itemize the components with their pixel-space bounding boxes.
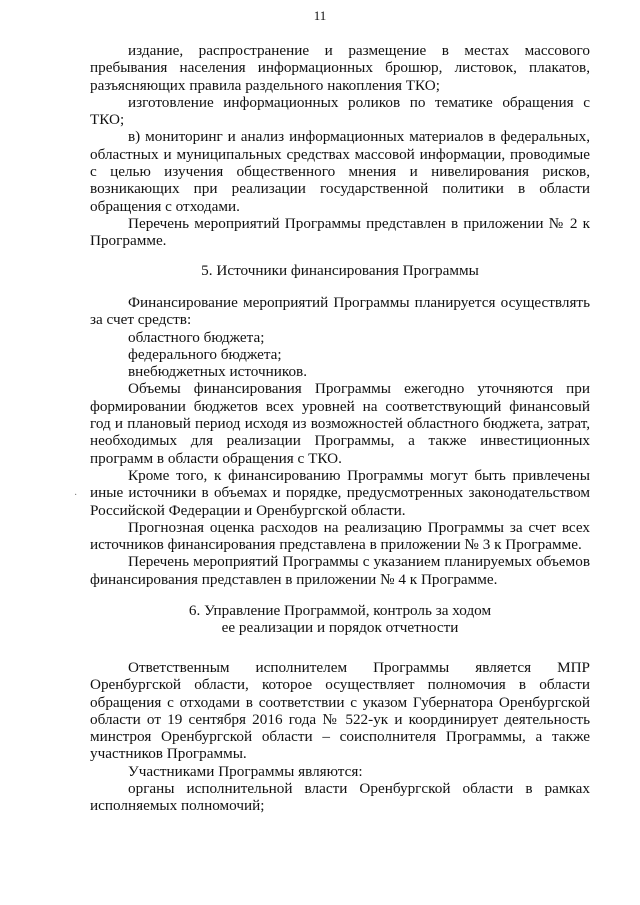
paragraph: Финансирование мероприятий Программы планируется осуществлять за счет средств: (90, 294, 590, 329)
margin-mark: · (74, 490, 78, 501)
section-6-heading-line-2: ее реализации и порядок отчетности (221, 619, 459, 637)
paragraph: Участниками Программы являются: (128, 762, 363, 780)
paragraph: в) мониторинг и анализ информационных материалов в федеральных, областных и муниципальных средствах массовой информации, проводимые с целью изучения общественного мнения и нивелирования рисков, возникающих при реализации государственной политики в области обращения с отходами. (90, 128, 590, 215)
section-6-body (90, 659, 590, 815)
page-number: 11 (313, 8, 327, 23)
section-6-heading (90, 602, 590, 637)
section-6-heading-line-1: 6. Управление Программой, контроль за ходом (188, 602, 492, 619)
paragraph: Кроме того, к финансированию Программы могут быть привлечены иные источники в объемах и порядке, предусмотренных законодательством Российской Федерации и Оренбургской области. (90, 466, 590, 519)
paragraph: издание, распространение и размещение в местах массового пребывания населения информационных брошюр, листовок, плакатов, разъясняющих правила раздельного накопления ТКО; (90, 42, 590, 94)
section-5-heading: 5. Источники финансирования Программы (201, 262, 479, 279)
paragraph: Объемы финансирования Программы ежегодно уточняются при формировании бюджетов всех уровней на соответствующий финансовый год и плановый период исходя из возможностей областного бюджета, затрат, необходимых для реализации Программы, а также инвестиционных программ в области обращения с ТКО. (90, 380, 590, 467)
paragraph: изготовление информационных роликов по тематике обращения с ТКО; (90, 93, 590, 129)
text-block-continuation (90, 42, 590, 250)
paragraph: органы исполнительной власти Оренбургской области в рамках исполняемых полномочий; (90, 780, 590, 815)
list-item: федерального бюджета; (128, 345, 282, 363)
section-5-body (90, 294, 590, 588)
paragraph: Перечень мероприятий Программы с указанием планируемых объемов финансирования представлен в приложении № 4 к Программе. (90, 553, 590, 588)
paragraph: Ответственным исполнителем Программы является МПР Оренбургской области, которое осуществляет полномочия в области обращения с отходами в соответствии с указом Губернатора Оренбургской области от 19 сентября 2016 года № 522-ук и координирует деятельность минстроя Оренбургской области – соисполнителя Программы, а также участников Программы. (90, 659, 590, 763)
list-item: областного бюджета; (128, 328, 265, 346)
paragraph: Перечень мероприятий Программы представлен в приложении № 2 к Программе. (90, 214, 590, 250)
paragraph: Прогнозная оценка расходов на реализацию Программы за счет всех источников финансирования представлена в приложении № 3 к Программе. (90, 518, 590, 554)
list-item: внебюджетных источников. (128, 363, 308, 381)
